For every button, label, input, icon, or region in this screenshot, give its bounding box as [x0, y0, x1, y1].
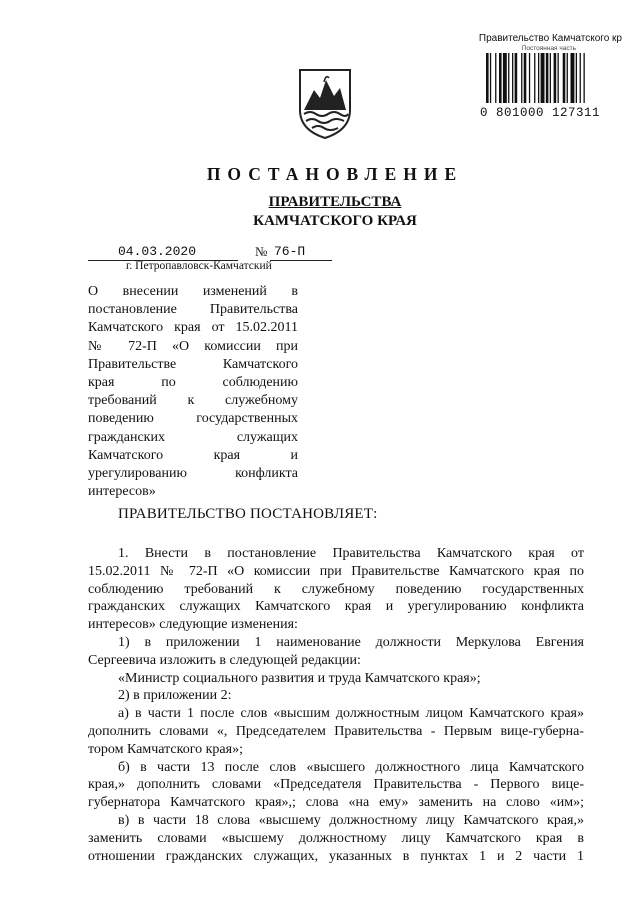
coat-of-arms-emblem: [296, 66, 354, 140]
body-line: в) в части 18 слова «высшему должностному лицу Камчатского края,»: [118, 812, 584, 828]
barcode-bar: [512, 53, 513, 103]
barcode-bar: [554, 53, 557, 103]
subject-line: постановление Правительства: [88, 302, 298, 318]
document-date: 04.03.2020: [118, 244, 197, 259]
authority-line-1: ПРАВИТЕЛЬСТВА: [268, 194, 402, 210]
barcode-bar: [558, 53, 559, 103]
document-type-title: ПОСТАНОВЛЕНИЕ: [206, 164, 464, 184]
barcode: [486, 53, 616, 103]
barcode-bar: [567, 53, 568, 103]
barcode-bar: [515, 53, 518, 103]
document-number: 76-П: [274, 244, 306, 259]
subject-line: интересов»: [88, 484, 156, 500]
barcode-bar: [524, 53, 527, 103]
barcode-bar: [521, 53, 522, 103]
barcode-bar: [576, 53, 577, 103]
body-line: соблюдению требований к служебному поведению государственных: [88, 581, 584, 597]
body-line: края,» дополнить словами «Председателя Правительства - Первого вице-: [88, 777, 584, 793]
subject-line: гражданских служащих: [88, 429, 298, 445]
barcode-bar: [546, 53, 549, 103]
body-line: тором Камчатского края»;: [88, 741, 243, 757]
body-line: интересов» следующие изменения:: [88, 617, 298, 633]
date-number-line: [88, 244, 338, 274]
barcode-bar: [534, 53, 535, 103]
stamp-subtitle: Постоянная часть: [521, 45, 576, 52]
body-line: дополнить словами «, Председателем Правительства - Первым вице-губерна-: [88, 723, 584, 739]
body-line: гражданских служащих Камчатского края и урегулированию конфликта: [88, 599, 584, 615]
barcode-bar: [503, 53, 507, 103]
barcode-bar: [529, 53, 530, 103]
barcode-bar: [541, 53, 545, 103]
barcode-bar: [571, 53, 575, 103]
body-line: заменить словами «высшему должностному лицу Камчатского края в: [88, 830, 584, 846]
barcode-bar: [499, 53, 502, 103]
subject-line: Камчатского края от 15.02.2011: [88, 320, 298, 336]
number-underline: [270, 260, 332, 261]
barcode-digits: 0 801000 127311: [480, 106, 601, 120]
subject-line: урегулированию конфликта: [88, 466, 298, 482]
authority-line-2: КАМЧАТСКОГО КРАЯ: [253, 213, 417, 229]
subject-line: края по соблюдению: [88, 375, 298, 391]
registration-stamp: [462, 33, 622, 120]
barcode-bar: [486, 53, 489, 103]
body-line: 1. Внести в постановление Правительства Камчатского края от: [118, 546, 584, 561]
number-sign: №: [255, 244, 268, 259]
body-line: б) в части 13 после слов «высшего должностного лица Камчатского: [118, 759, 584, 775]
barcode-bar: [563, 53, 566, 103]
body-line: отношении гражданских служащих, указанных в пунктах 1 и 2 части 1: [88, 848, 584, 864]
barcode-bar: [508, 53, 509, 103]
body-line: Сергеевича изложить в следующей редакции:: [88, 652, 361, 668]
barcode-bar: [550, 53, 551, 103]
barcode-bar: [538, 53, 539, 103]
body-line: 15.02.2011 № 72-П «О комиссии при Правительстве Камчатского края по: [88, 563, 584, 579]
barcode-bar: [584, 53, 585, 103]
city: г. Петропавловск-Камчатский: [126, 260, 272, 272]
barcode-bar: [580, 53, 581, 103]
issuing-authority: [0, 193, 640, 231]
stamp-title: Правительство Камчатского кр: [478, 33, 622, 44]
subject-line: поведению государственных: [88, 411, 298, 427]
barcode-bar: [490, 53, 491, 103]
document-body: [88, 545, 584, 865]
subject-line: Камчатского края и: [88, 447, 298, 463]
subject-line: требований к служебному: [88, 393, 298, 409]
body-line: 2) в приложении 2:: [118, 688, 232, 704]
body-line: 1) в приложении 1 наименование должности Меркулова Евгения: [118, 634, 584, 650]
decree-heading: ПРАВИТЕЛЬСТВО ПОСТАНОВЛЯЕТ:: [118, 506, 378, 522]
subject-line: № 72-П «О комиссии при: [88, 338, 298, 354]
subject-block: [88, 283, 298, 501]
barcode-bar: [495, 53, 496, 103]
body-line: а) в части 1 после слов «высшим должностным лицом Камчатского края»: [118, 706, 584, 722]
body-line: «Министр социального развития и труда Камчатского края»;: [118, 670, 481, 686]
subject-line: О внесении изменений в: [88, 284, 298, 299]
body-line: губернатора Камчатского края»,; слова «на ему» заменить на слово «им»;: [88, 795, 584, 811]
subject-line: Правительстве Камчатского: [88, 356, 298, 372]
